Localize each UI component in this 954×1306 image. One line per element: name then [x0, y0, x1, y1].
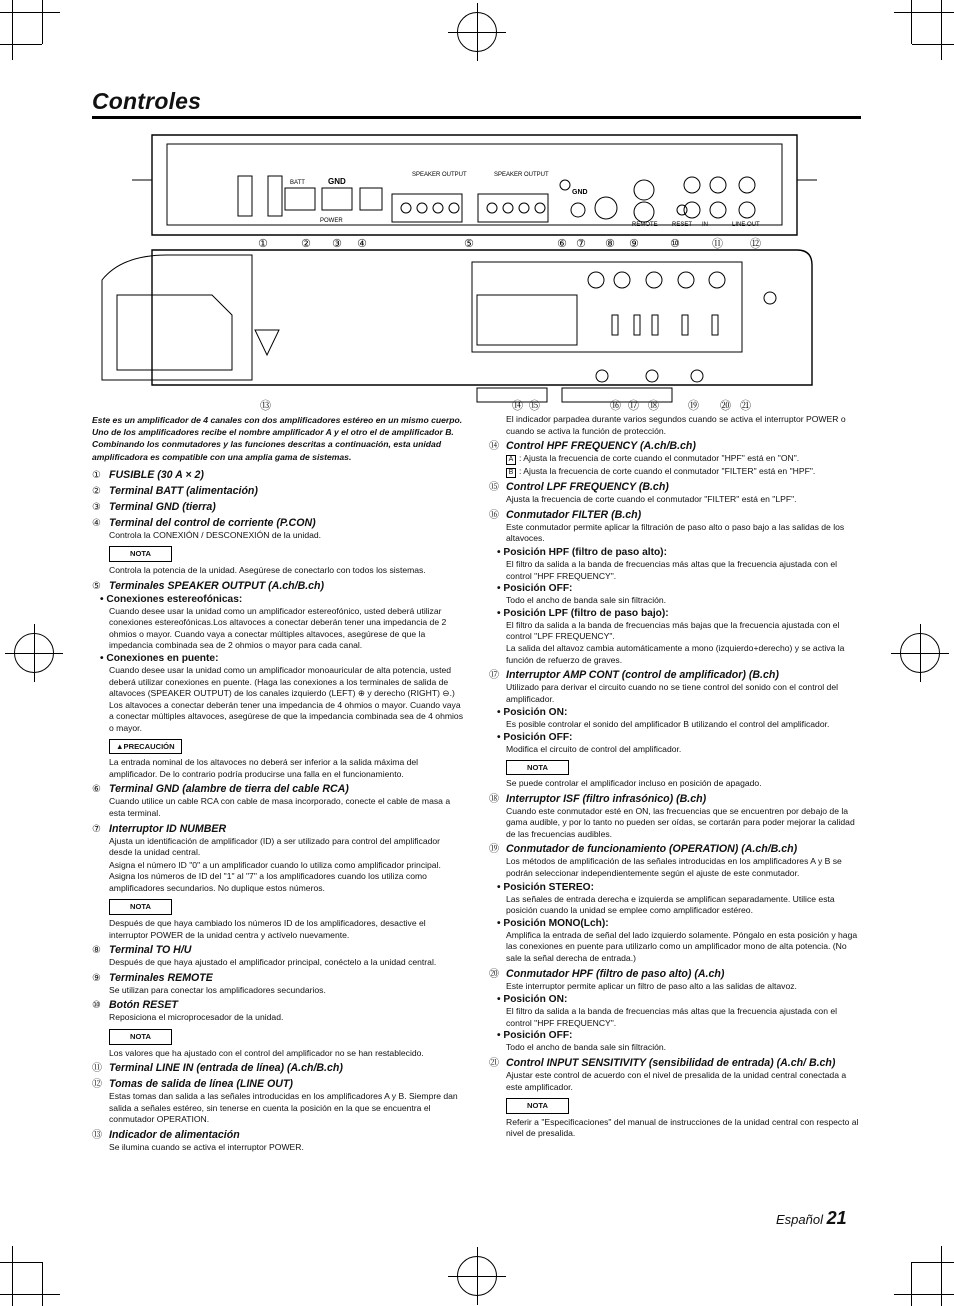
item-remote: ⑨ Terminales REMOTE Se utilizan para conectar los amplificadores secundarios.: [92, 971, 326, 995]
svg-text:REMOTE: REMOTE: [632, 222, 658, 228]
crop-mark: [42, 1262, 43, 1306]
svg-text:①: ①: [258, 237, 268, 250]
page-footer: [776, 1208, 847, 1229]
svg-text:⑱: ⑱: [648, 399, 659, 412]
registration-mark: [900, 633, 940, 673]
crop-mark: [42, 0, 43, 44]
fuse-icon: [268, 176, 282, 216]
crop-mark: [0, 1294, 60, 1295]
svg-text:⑭: ⑭: [512, 399, 523, 412]
svg-text:SPEAKER OUTPUT: SPEAKER OUTPUT: [494, 172, 549, 178]
item-speaker-output: ⑤ Terminales SPEAKER OUTPUT (A.ch/B.ch) • Conexiones estereofónicas: Cuando desee usar la unidad como un amplificador estereofónico, usted deberá utilizar conexiones estereofónicas.Los altavoces a conectar deberán tener una impedancia de 2 ohmios o mayor. Cuando vaya a conectar múltiples altavoces, asegúrese de que la impedancia combinada sea de 2 ohmios o mayor para cada canal. • Conexiones en puente: Cuando desee usar la unidad como un amplificador monoauricular de alta potencia, usted deberá utilizar conexiones en puente. (Haga las conexiones a los terminales de salida de altavoces (SPEAKER OUTPUT) de los canales izquierdo (LEFT) ⊕ y derecho (RIGHT) ⊖.) Los altavoces a conectar deberán tener una impedancia de 4 ohmios o mayor. Cuando vaya a conectar múltiples altavoces, asegúrese de que la impedancia combinada sea de 4 ohmios o mayor. ▲PRECAUCIÓN La entrada nominal de los altavoces no deberá ser inferior a la salida máxima del amplificador. De lo contrario podría producirse una falla en el funcionamiento.: [92, 579, 463, 779]
svg-text:④: ④: [357, 237, 367, 250]
item-line-out: ⑫ Tomas de salida de línea (LINE OUT) Estas tomas dan salida a las señales introducidas en los amplificadores A y B. Siempre dan salida a señales estéreo, sin tenerse en cuenta la posición en la que se encuentra el conmutador OPERATION.: [92, 1078, 458, 1125]
item-operation: ⑲ Conmutador de funcionamiento (OPERATION) (A.ch/B.ch) Los métodos de amplificación de las señales introducidas en los amplificadores A y B se podrán seleccionar independientemente según el ajuste de este conmutador. • Posición STEREO: Las señales de entrada derecha e izquierda se amplifican separadamente. Utilice esta posición cuando la unidad se emplee como amplificador estéreo. • Posición MONO(Lch): Amplifica la entrada de señal del lado izquierdo solamente. Póngalo en esta posición y haga las conexiones en puente para utilizarlo como un amplificador mono de alta potencia. (No sale la señal derecha de entrada.): [489, 843, 858, 964]
svg-text:IN: IN: [702, 222, 708, 228]
crop-mark: [941, 0, 942, 60]
bottom-callouts: [260, 399, 751, 412]
svg-text:⑰: ⑰: [628, 399, 639, 412]
crop-mark: [911, 1262, 912, 1306]
item-fuse: ① FUSIBLE (30 A × 2): [92, 468, 204, 481]
svg-text:⑪: ⑪: [712, 237, 723, 250]
crop-mark: [12, 1246, 13, 1306]
item-amp-cont: ⑰ Interruptor AMP CONT (control de amplificador) (B.ch) Utilizado para derivar el circuito cuando no se tiene control del sonido con el control del amplificador. • Posición ON: Es posible controlar el sonido del amplificador B utilizando el control del amplificador. • Posición OFF: Modifica el circuito de control del amplificador. NOTA Se puede controlar el amplificador incluso en posición de apagado.: [489, 669, 839, 789]
svg-text:⑩: ⑩: [670, 237, 680, 250]
crop-mark: [912, 44, 954, 45]
svg-text:⑧: ⑧: [605, 237, 615, 250]
registration-mark: [457, 12, 497, 52]
item-hpf-switch: ⑳ Conmutador HPF (filtro de paso alto) (A.ch) Este interruptor permite aplicar un filtro de paso alto a las salidas de altavoz. • Posición ON: El filtro da salida a la banda de frecuencias más altas que la frecuencia ajustada con el control "HPF FREQUENCY". • Posición OFF: Todo el ancho de banda sale sin filtración.: [489, 967, 838, 1053]
note-label: NOTA: [109, 1029, 172, 1045]
language-label: Español: [776, 1212, 823, 1227]
svg-text:⑳: ⑳: [720, 399, 731, 412]
svg-text:⑨: ⑨: [629, 237, 639, 250]
svg-text:⑬: ⑬: [260, 399, 271, 412]
item-lpf-frequency: ⑮ Control LPF FREQUENCY (B.ch) Ajusta la frecuencia de corte cuando el conmutador "FILTER" está en "LPF".: [489, 481, 797, 505]
crop-mark: [0, 44, 42, 45]
svg-text:GND: GND: [572, 189, 588, 196]
intro-text: Este es un amplificador de 4 canales con dos amplificadores estéreo en un mismo cuerpo. Uno de los amplificadores recibe el nombre amplificador A y el otro el de amplificador B. Combinando los conmutadores y las funciones descritas a continuación, esta unidad amplificadora es compatible con una amplia gama de sistemas.: [92, 415, 463, 462]
item-to-hu: ⑧ Terminal TO H/U Después de que haya ajustado el amplificador principal, conéctelo a la unidad central.: [92, 944, 437, 968]
top-callouts: [258, 237, 761, 250]
svg-text:②: ②: [301, 237, 311, 250]
svg-text:POWER: POWER: [320, 218, 343, 224]
note-label: NOTA: [506, 1098, 569, 1114]
title-rule: [92, 116, 861, 119]
item-gnd-rca: ⑥ Terminal GND (alambre de tierra del cable RCA) Cuando utilice un cable RCA con cable de masa incorporado, conecte el cable de masa a esta terminal.: [92, 783, 451, 818]
crop-mark: [911, 0, 912, 44]
right-column: El indicador parpadea durante varios segundos cuando se activa el interruptor POWER o cuando se activa la función de protección. ⑭ Control HPF FREQUENCY (A.ch/B.ch) A : Ajusta la frecuencia de corte cuando el conmutador "HPF" está en "ON". B : Ajusta la frecuencia de corte cuando el conmutador "FILTER" está en "HPF". ⑮ Control LPF FREQUENCY (B.ch) Ajusta la frecuencia de corte cuando el conmutador "FILTER" está en "LPF". ⑯ Conmutador FILTER (B.ch) Este conmutador permite aplicar la filtración de paso alto o paso bajo a las salidas de los altavoces. • Posición HPF (filtro de paso alto): El filtro da salida a la banda de frecuencias más altas que la frecuencia ajustada con el control "HPF FREQUENCY". • Posición OFF: Todo el ancho de banda sale sin filtración. • Posición LPF (filtro de paso bajo): El filtro da salida a la banda de frecuencias más bajas que la frecuencia ajustada con el control "LPF FREQUENCY". La salida del altavoz cambia automáticamente a mono (izquierdo+derecho) y se activa la función de refuerzo de graves. ⑰ Interruptor AMP CONT (control de amplificador) (B.ch) Utilizado para derivar el circuito cuando no se tiene control del sonido con el control del amplificador. • Posición ON: Es posible controlar el sonido del amplificador B utilizando el control del amplificador. • Posición OFF: Modifica el circuito de control del amplificador. NOTA Se puede controlar el amplificador incluso en posición de apagado. ⑱ Interruptor ISF (filtro infrasónico) (B.ch) Cuando este conmutador esté en ON, las frecuencias que se encuentren por debajo de la gama audible, y por lo tanto no pueden ser oídas, se cortarán para poder mejorar la calidad de las frecuencias audibles. ⑲ Conmutador de funcionamiento (OPERATION) (A.ch/B.ch) Los métodos de amplificación de las señales introducidas en los amplificadores A y B se podrán seleccionar independientemente según el ajuste de este conmutador. • Posición STEREO: Las señales de entrada derecha e izquierda se amplifican separadamente. Utilice esta posición cuando la unidad se emplee como amplificador estéreo. • Posición MONO(Lch): Amplifica la entrada de señal del lado izquierdo solamente. Póngalo en esta posición y haga las conexiones en puente para utilizarlo como un amplificador mono de alta potencia. (No sale la señal derecha de entrada.) ⑳ Conmutador HPF (filtro de paso alto) (A.ch) Este interruptor permite aplicar un filtro de paso alto a las salidas de altavoz. • Posición ON: El filtro da salida a la banda de frecuencias más altas que la frecuencia ajustada con el control "HPF FREQUENCY". • Posición OFF: Todo el ancho de banda sale sin filtración. ㉑ Control INPUT SENSITIVITY (sensibilidad de entrada) (A.ch/ B.ch) Ajustar este control de acuerdo con el nivel de presalida de la unidad central conectada a este amplificador. NOTA Referir a "Especificaciones" del manual de instrucciones de la unidad central con respecto al nivel de presalida.: [489, 414, 861, 1143]
item-reset: ⑩ Botón RESET Reposiciona el microprocesador de la unidad. NOTA Los valores que ha ajustado con el control del amplificador no se han restablecido.: [92, 999, 424, 1058]
caution-label: ▲PRECAUCIÓN: [109, 739, 182, 755]
amplifier-panel-figure: [92, 130, 861, 412]
fuse-icon: [238, 176, 252, 216]
item-id-number: ⑦ Interruptor ID NUMBER Ajusta un identificación de amplificador (ID) a ser utilizado para control del amplificador desde la unidad central. Asigna el número ID "0" a un amplificador cuando lo utiliza como amplificador principal. Asigna los números de ID del "1" al "7" a los amplificadores cuando los utiliza como amplificadores secundarios. No duplique estos números. NOTA Después de que haya cambiado los números ID de los amplificadores, desactive el interruptor POWER de la unidad centra y actívelo nuevamente.: [92, 822, 441, 940]
item-line-in: ⑪ Terminal LINE IN (entrada de línea) (A.ch/B.ch): [92, 1062, 343, 1075]
svg-text:⑤: ⑤: [464, 237, 474, 250]
svg-text:⑮: ⑮: [529, 399, 540, 412]
svg-text:㉑: ㉑: [740, 399, 751, 412]
svg-text:⑦: ⑦: [576, 237, 586, 250]
svg-text:BATT: BATT: [290, 180, 305, 186]
note-label: NOTA: [506, 760, 569, 776]
item-hpf-frequency: ⑭ Control HPF FREQUENCY (A.ch/B.ch) A : Ajusta la frecuencia de corte cuando el conmutador "HPF" está en "ON". B : Ajusta la frecuencia de corte cuando el conmutador "FILTER" está en "HPF".: [489, 440, 816, 477]
note-label: NOTA: [109, 899, 172, 915]
svg-text:③: ③: [332, 237, 342, 250]
svg-text:⑲: ⑲: [688, 399, 699, 412]
page-number: 21: [826, 1208, 847, 1228]
crop-mark: [0, 1262, 42, 1263]
crop-mark: [12, 0, 13, 60]
crop-mark: [894, 12, 954, 13]
svg-text:GND: GND: [328, 177, 346, 186]
crop-mark: [912, 1262, 954, 1263]
registration-mark: [457, 1256, 497, 1296]
svg-text:⑫: ⑫: [750, 237, 761, 250]
crop-mark: [894, 1294, 954, 1295]
page-title: Controles: [92, 88, 202, 114]
item-pcon: ④ Terminal del control de corriente (P.CON) Controla la CONEXIÓN / DESCONEXIÓN de la unidad. NOTA Controla la potencia de la unidad. Asegúrese de conectarlo con todos los sistemas.: [92, 516, 426, 575]
note-label: NOTA: [109, 546, 172, 562]
item-power-indicator: ⑬ Indicador de alimentación Se ilumina cuando se activa el interruptor POWER.: [92, 1129, 304, 1152]
item-input-sensitivity: ㉑ Control INPUT SENSITIVITY (sensibilidad de entrada) (A.ch/ B.ch) Ajustar este control de acuerdo con el nivel de presalida de la unidad central conectada a este amplificador. NOTA Referir a "Especificaciones" del manual de instrucciones de la unidad central con respecto al nivel de presalida.: [489, 1057, 859, 1139]
item-batt: ② Terminal BATT (alimentación): [92, 484, 258, 497]
item-gnd: ③ Terminal GND (tierra): [92, 500, 216, 513]
svg-text:⑥: ⑥: [557, 237, 567, 250]
crop-mark: [0, 12, 60, 13]
svg-text:SPEAKER OUTPUT: SPEAKER OUTPUT: [412, 172, 467, 178]
crop-mark: [941, 1246, 942, 1306]
item-isf: ⑱ Interruptor ISF (filtro infrasónico) (B.ch) Cuando este conmutador esté en ON, las frecuencias que se encuentren por debajo de la gama audible, y por lo tanto no pueden ser oídas, se cortarán para poder mejorar la calidad de las frecuencias audibles.: [489, 792, 855, 839]
svg-text:⑯: ⑯: [610, 399, 621, 412]
item-filter-switch: ⑯ Conmutador FILTER (B.ch) Este conmutador permite aplicar la filtración de paso alto o paso bajo a las salidas de los altavoces. • Posición HPF (filtro de paso alto): El filtro da salida a la banda de frecuencias más altas que la frecuencia ajustada con el control "HPF FREQUENCY". • Posición OFF: Todo el ancho de banda sale sin filtración. • Posición LPF (filtro de paso bajo): El filtro da salida a la banda de frecuencias más bajas que la frecuencia ajustada con el control "LPF FREQUENCY". La salida del altavoz cambia automáticamente a mono (izquierdo+derecho) y se activa la función de refuerzo de graves.: [489, 508, 845, 665]
svg-text:RESET: RESET: [672, 222, 693, 228]
left-column: [92, 414, 464, 1157]
svg-text:LINE OUT: LINE OUT: [732, 222, 760, 228]
registration-mark: [14, 633, 54, 673]
